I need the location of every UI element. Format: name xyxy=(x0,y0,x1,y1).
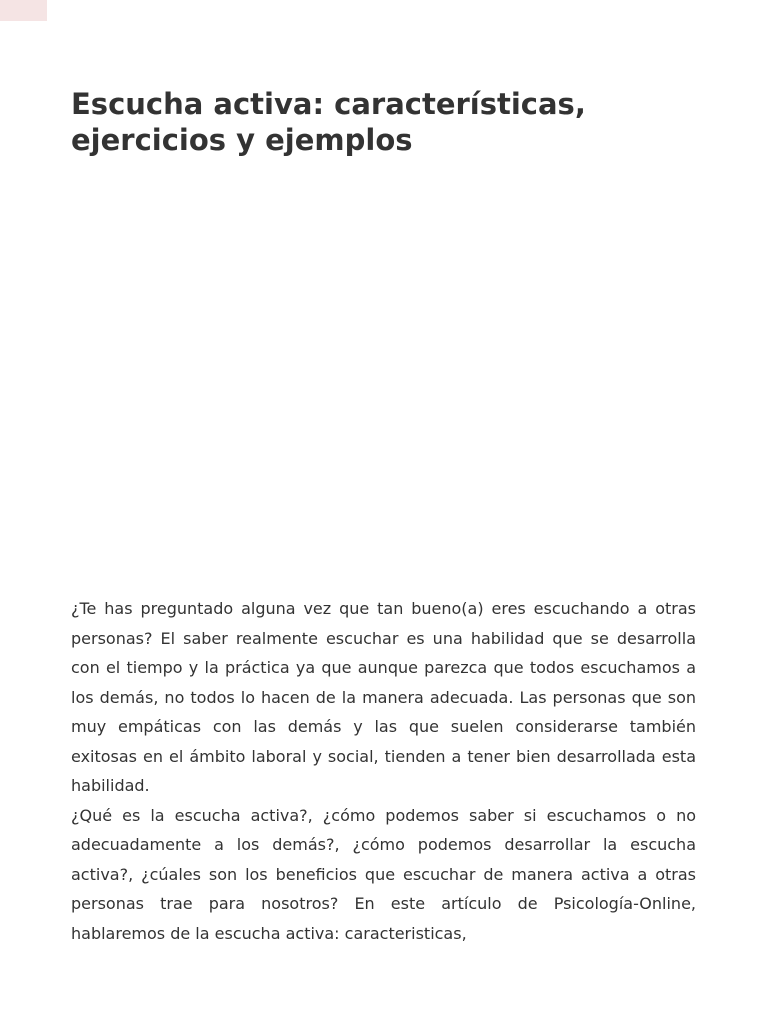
article xyxy=(71,86,696,948)
article-title: Escucha activa: características, ejercicios y ejemplos xyxy=(71,87,586,157)
paragraph-questions: ¿Qué es la escucha activa?, ¿cómo podemos saber si escuchamos o no adecuadamente a los demás?, ¿cómo podemos desarrollar la escucha activa?, ¿cúales son los beneficios que escuchar de manera activa a otras personas trae para nosotros? En este artículo de Psicología-Online, hablaremos de la escucha activa: caracteristicas, xyxy=(71,805,696,943)
paragraph-intro: ¿Te has preguntado alguna vez que tan bueno(a) eres escuchando a otras personas? El saber realmente escuchar es una habilidad que se desarrolla con el tiempo y la práctica ya que aunque parezca que todos escuchamos a los demás, no todos lo hacen de la manera adecuada. Las personas que son muy empáticas con las demás y las que suelen considerarse también exitosas en el ámbito laboral y social, tienden a tener bien desarrollada esta habilidad. xyxy=(71,599,696,795)
media-area xyxy=(71,158,696,594)
corner-tab xyxy=(0,0,47,21)
article-body xyxy=(71,594,696,948)
